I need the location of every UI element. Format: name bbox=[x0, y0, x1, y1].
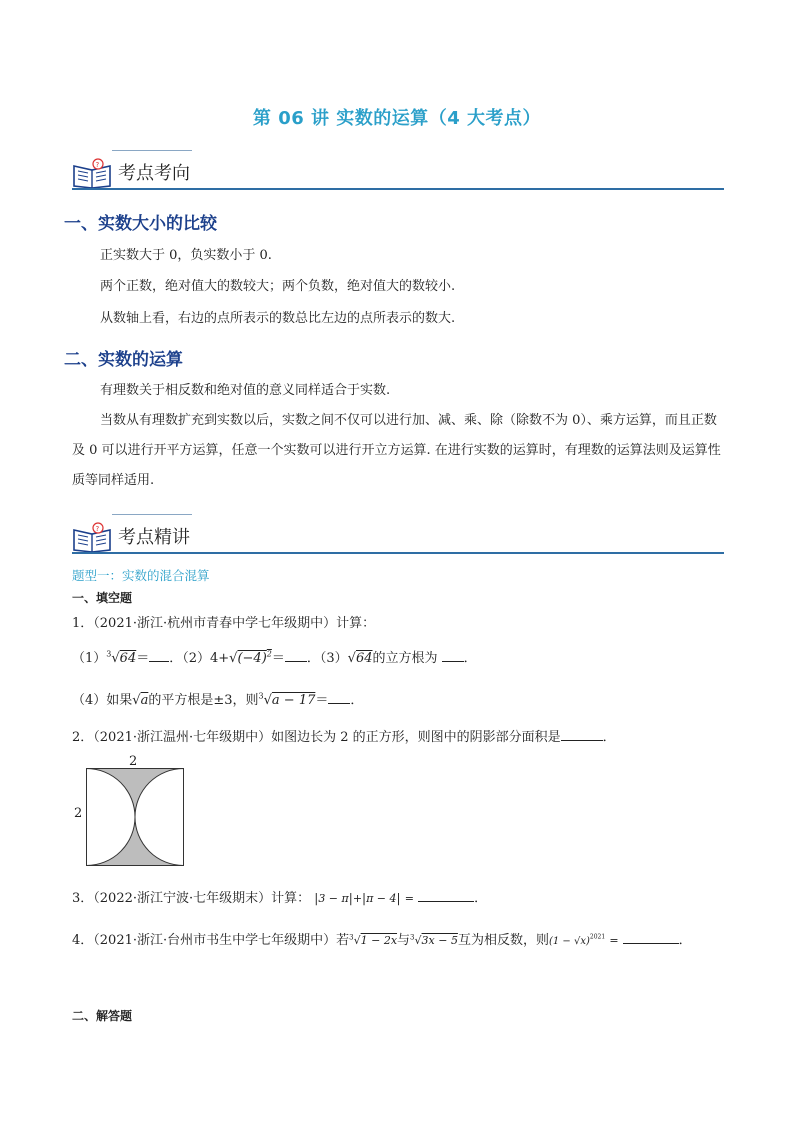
part1-line-3: 从数轴上看，右边的点所表示的数总比左边的点所表示的数大. bbox=[100, 311, 456, 326]
subheading-answer: 二、解答题 bbox=[72, 1009, 133, 1023]
subheading-fill-in: 一、填空题 bbox=[72, 591, 133, 605]
section-header-kaodian-jingjiang bbox=[72, 514, 724, 554]
part2-line-1: 有理数关于相反数和绝对值的意义同样适合于实数. bbox=[100, 383, 391, 398]
question-1-parts-1-3: $(1)^3√64=$ ．$(2)4+√(-4)^2=$ ．（3）√64的立方根为 ． bbox=[72, 649, 477, 666]
question-1-part-4: （4）如果√a的平方根是±3，则$^3$√a − 17＝ ． bbox=[72, 691, 364, 708]
header-short-rule bbox=[112, 150, 192, 151]
question-4: 4．（2021·浙江·台州市书生中学七年级期中）若$^3$√1 − 2x与$^3$√3x − 5互为相反数，则$(1 - √x)^{2021}$ = ． bbox=[72, 933, 692, 948]
part1-line-1: 正实数大于 0，负实数小于 0. bbox=[100, 248, 272, 263]
answer-blank[interactable] bbox=[328, 691, 350, 704]
section-title: 考点精讲 bbox=[118, 527, 190, 548]
answer-blank[interactable] bbox=[418, 889, 474, 902]
section-rule bbox=[72, 552, 724, 554]
part1-line-2: 两个正数，绝对值大的数较大；两个负数，绝对值大的数较小. bbox=[100, 279, 456, 294]
figure-top-label: 2 bbox=[129, 754, 138, 769]
svg-text:?: ? bbox=[95, 525, 100, 533]
answer-blank[interactable] bbox=[285, 649, 307, 662]
question-1-stem: 1．（2021·浙江·杭州市青春中学七年级期中）计算： bbox=[72, 616, 376, 631]
question-type-1: 题型一：实数的混合混算 bbox=[72, 568, 210, 583]
figure-left-label: 2 bbox=[74, 806, 83, 821]
square-shaded-figure bbox=[86, 768, 184, 866]
book-icon bbox=[72, 522, 112, 552]
heading-part1: 一、实数大小的比较 bbox=[64, 214, 217, 234]
section-rule bbox=[72, 188, 724, 190]
question-3: 3．（2022·浙江宁波·七年级期末）计算： |3 − π|+|π − 4| = ． bbox=[72, 891, 488, 906]
svg-text:?: ? bbox=[95, 161, 100, 169]
heading-part2: 二、实数的运算 bbox=[64, 350, 183, 370]
question-2-stem: 2．（2021·浙江温州·七年级期中）如图边长为 2 的正方形，则图中的阴影部分面积是 ． bbox=[72, 730, 616, 745]
part2-paragraph: 当数从有理数扩充到实数以后，实数之间不仅可以进行加、减、乘、除（除数不为 0）、乘方运算，而且正数及 0 可以进行开平方运算，任意一个实数可以进行开立方运算. 在进行实数的运算时，有理数的运算法则及运算性质等同样适用. bbox=[72, 413, 721, 488]
answer-blank[interactable] bbox=[442, 649, 464, 662]
answer-blank[interactable] bbox=[561, 728, 603, 741]
section-header-kaodian-kaoxiang bbox=[72, 150, 724, 190]
page-title: 第 06 讲 实数的运算（4 大考点） bbox=[252, 108, 542, 129]
answer-blank[interactable] bbox=[623, 931, 679, 944]
section-title: 考点考向 bbox=[118, 163, 190, 184]
answer-blank[interactable] bbox=[149, 649, 169, 662]
book-icon bbox=[72, 158, 112, 188]
header-short-rule bbox=[112, 514, 192, 515]
